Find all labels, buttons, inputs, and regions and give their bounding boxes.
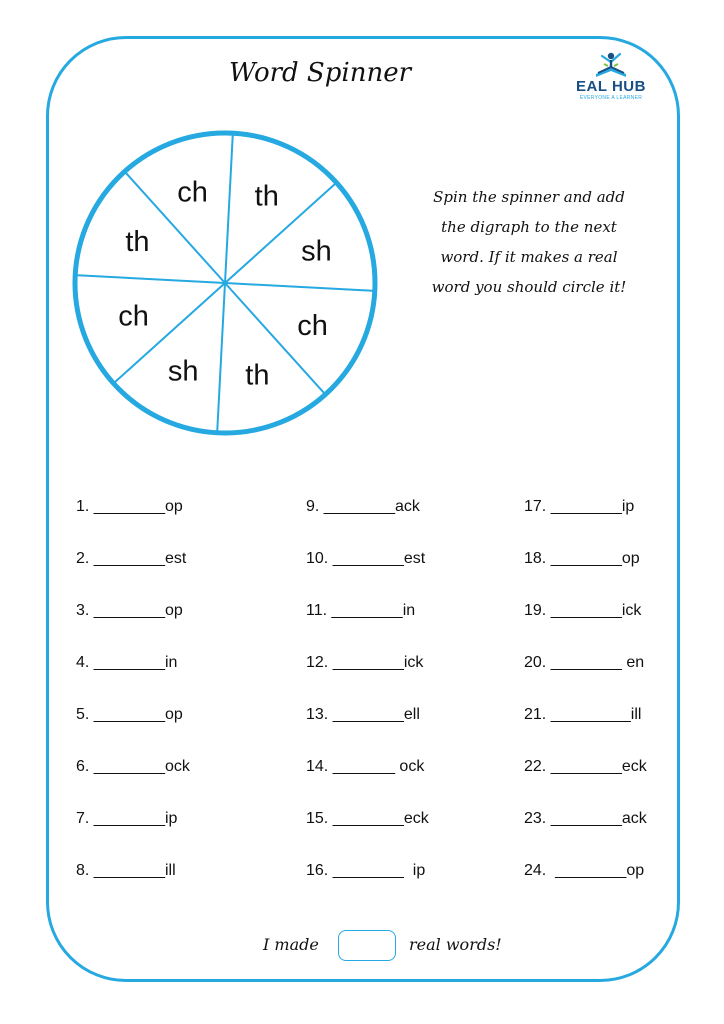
book-person-icon (570, 50, 652, 80)
exercise-item[interactable]: 6. ________ock (76, 758, 190, 775)
spinner-segment-label: ch (297, 309, 328, 342)
exercise-item[interactable]: 4. ________in (76, 654, 178, 671)
word-count-box[interactable] (338, 930, 396, 961)
spinner-segment-label: th (125, 226, 150, 259)
exercise-item[interactable]: 9. ________ack (306, 498, 420, 515)
exercise-item[interactable]: 10. ________est (306, 550, 426, 567)
exercise-item[interactable]: 13. ________ell (306, 706, 420, 723)
exercise-item[interactable]: 20. ________ en (524, 654, 645, 671)
exercise-item[interactable]: 2. ________est (76, 550, 187, 567)
instruction-line: Spin the spinner and add (433, 188, 625, 206)
exercise-item[interactable]: 23. ________ack (524, 810, 647, 827)
exercise-item[interactable]: 3. ________op (76, 602, 183, 619)
exercise-item[interactable]: 22. ________eck (524, 758, 647, 775)
exercise-item[interactable]: 14. _______ ock (306, 758, 425, 775)
spinner-segment-label: ch (118, 300, 149, 333)
digraph-spinner[interactable] (70, 128, 380, 438)
instruction-line: word. If it makes a real (440, 248, 618, 266)
footer-suffix: real words! (409, 935, 502, 954)
exercise-item[interactable]: 17. ________ip (524, 498, 635, 515)
logo (570, 50, 652, 104)
exercise-item[interactable]: 1. ________op (76, 498, 183, 515)
spinner-segment-label: th (245, 359, 270, 392)
exercise-item[interactable]: 11. ________in (306, 602, 416, 619)
exercise-item[interactable]: 8. ________ill (76, 862, 176, 879)
spinner-segment-label: sh (301, 235, 332, 268)
spinner-divider (217, 283, 225, 433)
logo-tagline: EVERYONE A LEARNER (579, 95, 643, 101)
spinner-divider (225, 133, 233, 283)
exercise-item[interactable]: 12. ________ick (306, 654, 424, 671)
spinner-segment-label: sh (167, 355, 199, 388)
footer-prefix: I made (263, 935, 319, 954)
exercise-item[interactable]: 16. ________ ip (306, 862, 426, 879)
instruction-line: word you should circle it! (431, 278, 627, 296)
exercise-item[interactable]: 24. ________op (524, 862, 645, 879)
exercise-item[interactable]: 15. ________eck (306, 810, 429, 827)
spinner-divider (225, 283, 375, 291)
spinner-divider (225, 183, 336, 283)
exercise-item[interactable]: 7. ________ip (76, 810, 178, 827)
page-title: Word Spinner (228, 58, 412, 88)
exercise-item[interactable]: 19. ________ick (524, 602, 642, 619)
logo-name: EAL HUB (576, 78, 646, 95)
exercise-item[interactable]: 5. ________op (76, 706, 183, 723)
spinner-segment-label: ch (177, 176, 208, 209)
instruction-line: the digraph to the next (441, 218, 617, 236)
exercise-item[interactable]: 18. ________op (524, 550, 640, 567)
instructions (416, 182, 642, 302)
spinner-segment-label: th (254, 180, 279, 213)
spinner-divider (75, 275, 225, 283)
exercise-item[interactable]: 21. _________ill (524, 706, 642, 723)
